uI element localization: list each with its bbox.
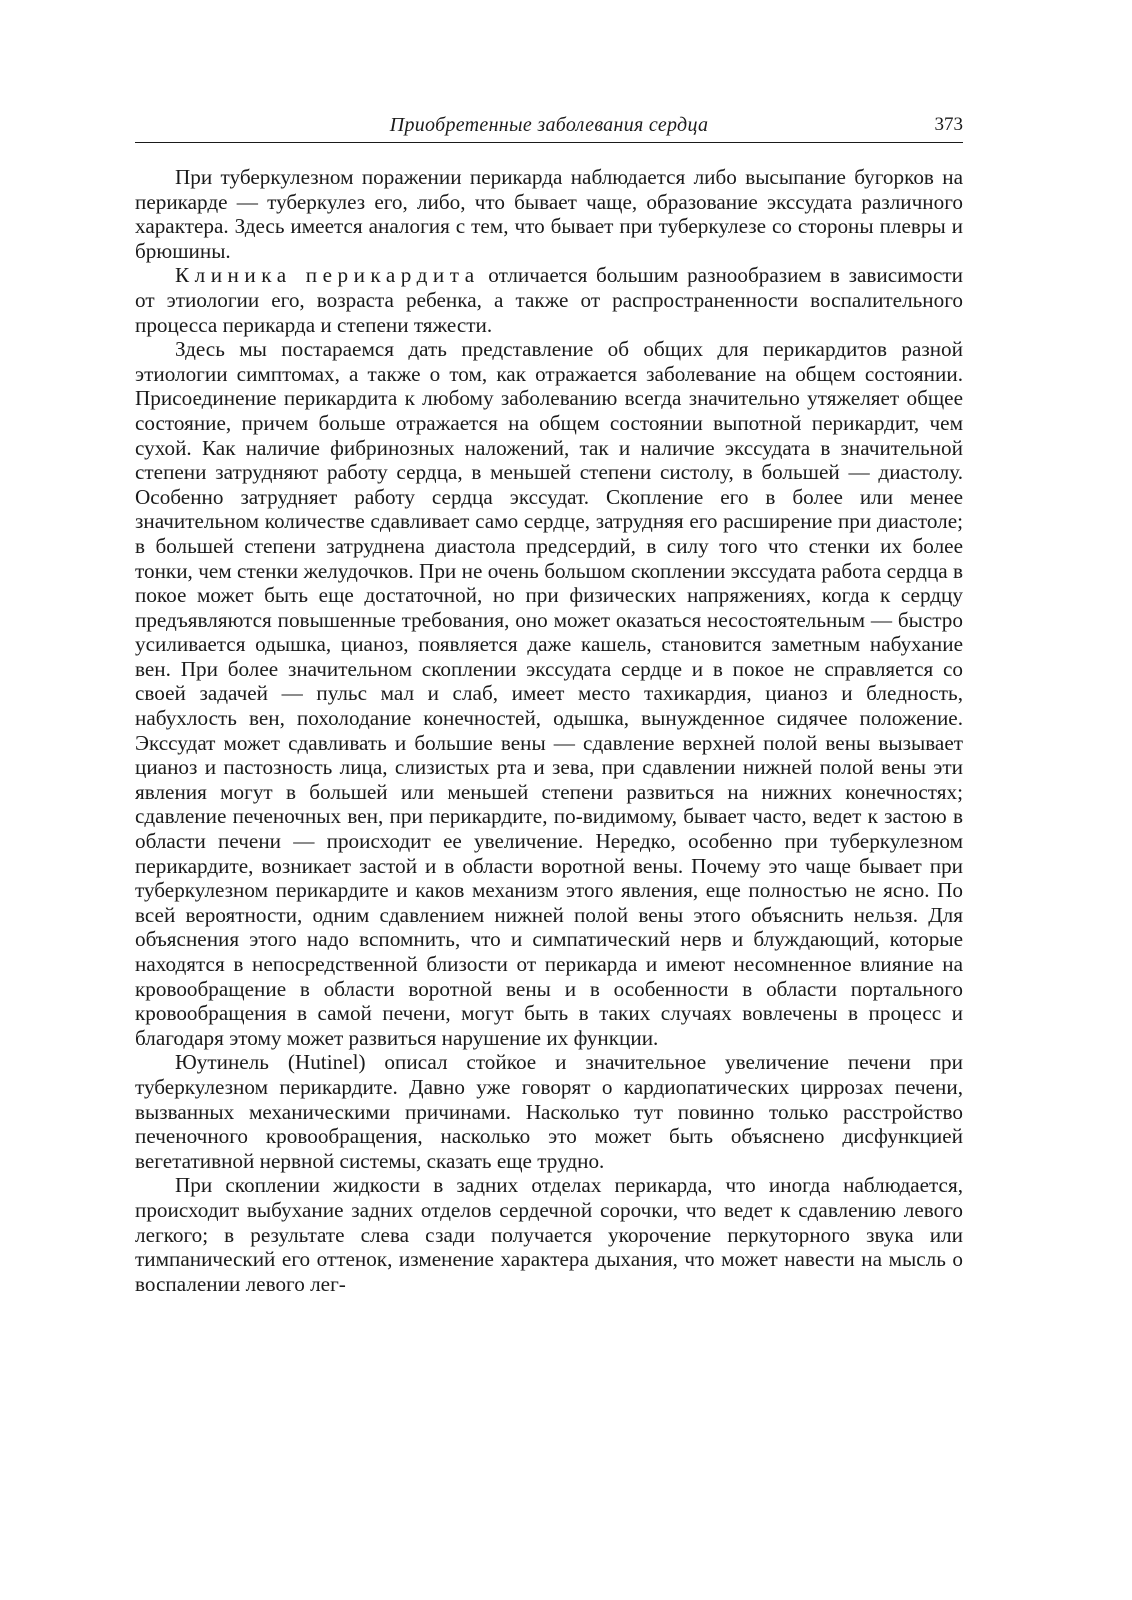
running-header xyxy=(135,110,963,143)
paragraph-text: При скоплении жидкости в задних отделах перикарда, что иногда наблюдается, происходит выбухание задних отделов сердечной сорочки, что ведет к сдавлению левого легкого; в результате слева сзади получается укорочение перкуторного звука или тимпанический его оттенок, изменение характера дыхания, что может навести на мысль о воспалении левого лег- xyxy=(135,1173,963,1296)
body-text xyxy=(135,165,963,1296)
page-number: 373 xyxy=(934,114,963,135)
paragraph-symptoms xyxy=(135,337,963,1050)
running-title: Приобретенные заболевания сердца xyxy=(389,114,709,136)
paragraph-tuberculous-pericarditis xyxy=(135,165,963,263)
paragraph-clinic xyxy=(135,263,963,337)
paragraph-posterior-fluid xyxy=(135,1173,963,1296)
paragraph-text: отличается большим разнообразием в зависимости от этиологии его, возраста ребенка, а также от распространенности воспалительного процесса перикарда и степени тяжести. xyxy=(135,263,963,337)
book-page xyxy=(135,110,963,1296)
paragraph-text: Здесь мы постараемся дать представление об общих для перикардитов разной этиологии симптомах, а также о том, как отражается заболевание на общем состоянии. Присоединение перикардита к любому заболеванию всегда значительно утяжеляет общее состояние, причем больше отражается на общем состоянии выпотной перикардит, чем сухой. Как наличие фибринозных наложений, так и наличие экссудата в значительной степени затрудняют работу сердца, в меньшей степени систолу, в большей — диастолу. Особенно затрудняет работу сердца экссудат. Скопление его в более или менее значительном количестве сдавливает само сердце, затрудняя его расширение при диастоле; в большей степени затруднена диастола предсердий, в силу того что стенки их более тонки, чем стенки желудочков. При не очень большом скоплении экссудата работа сердца в покое может быть еще достаточной, но при физических напряжениях, когда к сердцу предъявляются повышенные требования, оно может оказаться несостоятельным — быстро усиливается одышка, цианоз, появляется даже кашель, становится заметным набухание вен. При более значительном скоплении экссудата сердце и в покое не справляется со своей задачей — пульс мал и слаб, имеет место тахикардия, цианоз и бледность, набухлость вен, похолодание конечностей, одышка, вынужденное сидячее положение. Экссудат может сдавливать и большие вены — сдавление верхней полой вены вызывает цианоз и пастозность лица, слизистых рта и зева, при сдавлении нижней полой вены эти явления могут в большей или меньшей степени развиться на нижних конечностях; сдавление печеночных вен, при перикардите, по-видимому, бывает часто, ведет к застою в области печени — происходит ее увеличение. Нередко, особенно при туберкулезном перикардите, возникает застой и в области воротной вены. Почему это чаще бывает при туберкулезном перикардите и каков механизм этого явления, еще полностью не ясно. По всей вероятности, одним сдавлением нижней полой вены этого объяснить нельзя. Для объяснения этого надо вспомнить, что и симпатический нерв и блуждающий, которые находятся в непосредственной близости от перикарда и имеют несомненное влияние на кровообращение в области воротной вены и в особенности в области портального кровообращения в самой печени, могут быть в таких случаях вовлечены в процесс и благодаря этому может развиться нарушение их функции. xyxy=(135,337,963,1050)
paragraph-hutinel xyxy=(135,1050,963,1173)
paragraph-text: При туберкулезном поражении перикарда наблюдается либо высыпание бугорков на перикарде — туберкулез его, либо, что бывает чаще, образование экссудата различного характера. Здесь имеется аналогия с тем, что бывает при туберкулезе со стороны плевры и брюшины. xyxy=(135,165,963,263)
paragraph-text: Юутинель (Hutinel) описал стойкое и значительное увеличение печени при туберкулезном перикардите. Давно уже говорят о кардиопатических циррозах печени, вызванных механическими причинами. Насколько тут повинно только расстройство печеночного кровообращения, насколько это может быть объяснено дисфункцией вегетативной нервной системы, сказать еще трудно. xyxy=(135,1050,963,1173)
section-heading-clinic: Клиника перикардита xyxy=(175,263,480,288)
